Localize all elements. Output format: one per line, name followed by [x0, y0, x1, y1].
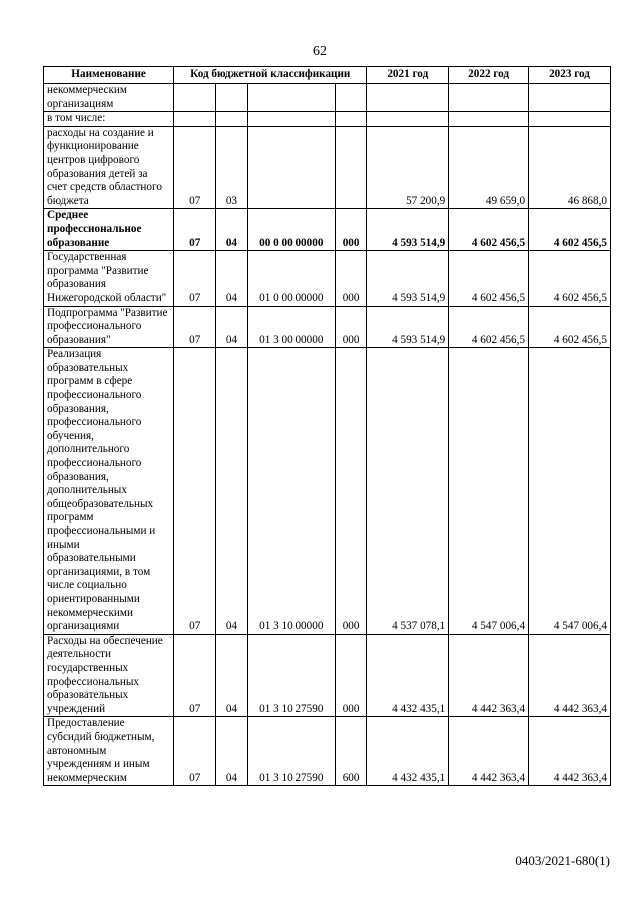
- row-target: [247, 112, 335, 127]
- row-2023: 4 602 456,5: [529, 251, 611, 306]
- header-2021: 2021 год: [367, 67, 449, 84]
- row-subsection: [216, 84, 247, 112]
- table-row: [44, 306, 611, 348]
- header-code: Код бюджетной классификации: [174, 67, 367, 84]
- row-name: Реализация образовательных программ в сфере профессионального образования, профессионального обучения, дополнительного профессионального образования, дополнительных общеобразовательных программ профессиональными и иными образовательными организациями, в том числе социально ориентированными некоммерческими организациями: [44, 348, 174, 634]
- row-subsection: 04: [216, 348, 247, 634]
- row-2022: [449, 84, 529, 112]
- row-2023: 4 547 006,4: [529, 348, 611, 634]
- header-name: Наименование: [44, 67, 174, 84]
- row-section: 07: [174, 251, 216, 306]
- row-expense-type: 600: [335, 717, 366, 786]
- table-header-row: [44, 67, 611, 84]
- row-expense-type: 000: [335, 306, 366, 348]
- row-name: Предоставление субсидий бюджетным, автономным учреждениям и иным некоммерческим: [44, 717, 174, 786]
- row-target: 01 3 00 00000: [247, 306, 335, 348]
- row-section: 07: [174, 634, 216, 717]
- row-name: в том числе:: [44, 112, 174, 127]
- table-row: [44, 717, 611, 786]
- row-section: 07: [174, 126, 216, 209]
- row-2022: 4 547 006,4: [449, 348, 529, 634]
- row-2023: [529, 84, 611, 112]
- row-section: [174, 112, 216, 127]
- row-subsection: 04: [216, 251, 247, 306]
- row-expense-type: [335, 126, 366, 209]
- row-section: 07: [174, 209, 216, 251]
- row-subsection: 04: [216, 306, 247, 348]
- page-number: 62: [313, 44, 327, 59]
- row-2022: 4 442 363,4: [449, 717, 529, 786]
- row-expense-type: 000: [335, 634, 366, 717]
- row-2023: [529, 112, 611, 127]
- row-2021: 4 593 514,9: [367, 306, 449, 348]
- row-2022: 4 602 456,5: [449, 209, 529, 251]
- row-target: 01 3 10 00000: [247, 348, 335, 634]
- table-row: [44, 634, 611, 717]
- row-expense-type: [335, 112, 366, 127]
- row-2023: 4 602 456,5: [529, 306, 611, 348]
- table-row: [44, 209, 611, 251]
- row-target: 01 3 10 27590: [247, 634, 335, 717]
- row-2022: 49 659,0: [449, 126, 529, 209]
- row-subsection: 03: [216, 126, 247, 209]
- row-2023: 4 442 363,4: [529, 717, 611, 786]
- row-2021: 4 593 514,9: [367, 251, 449, 306]
- document-code: 0403/2021-680(1): [515, 853, 610, 868]
- row-name: Расходы на обеспечение деятельности государственных профессиональных образовательных учреждений: [44, 634, 174, 717]
- table-row: [44, 84, 611, 112]
- table-row: [44, 126, 611, 209]
- row-name: некоммерческим организациям: [44, 84, 174, 112]
- row-subsection: 04: [216, 717, 247, 786]
- row-expense-type: [335, 84, 366, 112]
- row-target: [247, 126, 335, 209]
- row-name: Среднее профессиональное образование: [44, 209, 174, 251]
- row-2021: 4 432 435,1: [367, 717, 449, 786]
- table-row: [44, 348, 611, 634]
- table-row: [44, 112, 611, 127]
- row-name: Подпрограмма "Развитие профессионального образования": [44, 306, 174, 348]
- header-2022: 2022 год: [449, 67, 529, 84]
- row-2021: [367, 112, 449, 127]
- row-2023: 4 442 363,4: [529, 634, 611, 717]
- row-target: [247, 84, 335, 112]
- budget-table: [43, 66, 611, 786]
- row-2021: 4 593 514,9: [367, 209, 449, 251]
- row-2021: [367, 84, 449, 112]
- row-2021: 4 432 435,1: [367, 634, 449, 717]
- row-subsection: 04: [216, 209, 247, 251]
- row-section: 07: [174, 348, 216, 634]
- row-2021: 4 537 078,1: [367, 348, 449, 634]
- row-target: 01 3 10 27590: [247, 717, 335, 786]
- row-2022: 4 602 456,5: [449, 251, 529, 306]
- row-subsection: 04: [216, 634, 247, 717]
- row-2022: 4 442 363,4: [449, 634, 529, 717]
- row-name: Государственная программа "Развитие образования Нижегородской области": [44, 251, 174, 306]
- row-2023: 4 602 456,5: [529, 209, 611, 251]
- row-expense-type: 000: [335, 209, 366, 251]
- table-row: [44, 251, 611, 306]
- row-2022: 4 602 456,5: [449, 306, 529, 348]
- row-2021: 57 200,9: [367, 126, 449, 209]
- row-subsection: [216, 112, 247, 127]
- row-target: 00 0 00 00000: [247, 209, 335, 251]
- row-2022: [449, 112, 529, 127]
- row-section: [174, 84, 216, 112]
- row-section: 07: [174, 717, 216, 786]
- row-name: расходы на создание и функционирование центров цифрового образования детей за счет средств областного бюджета: [44, 126, 174, 209]
- row-expense-type: 000: [335, 348, 366, 634]
- row-target: 01 0 00 00000: [247, 251, 335, 306]
- row-expense-type: 000: [335, 251, 366, 306]
- row-2023: 46 868,0: [529, 126, 611, 209]
- header-2023: 2023 год: [529, 67, 611, 84]
- row-section: 07: [174, 306, 216, 348]
